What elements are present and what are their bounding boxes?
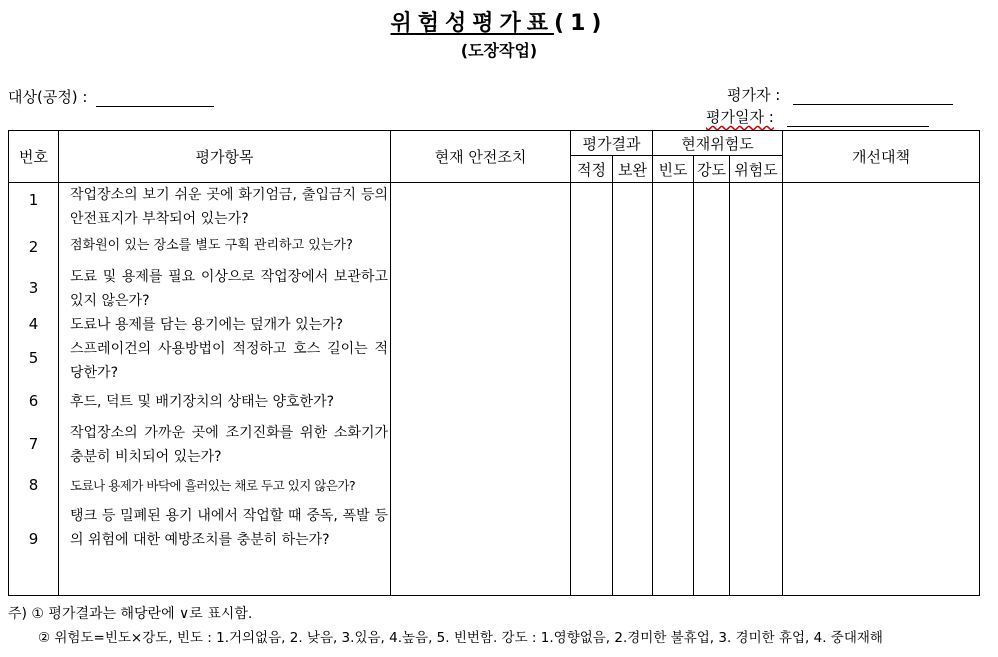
header-frequency: 빈도 <box>653 156 694 183</box>
proper-cell[interactable] <box>571 183 613 596</box>
title-text: 위험성평가표 <box>390 11 555 36</box>
item-number: 9 <box>28 530 39 548</box>
header-risk: 위험도 <box>730 156 783 183</box>
header-eval-result: 평가결과 <box>571 131 653 156</box>
risk-cell[interactable] <box>730 183 783 596</box>
header-improvement: 개선대책 <box>783 131 980 183</box>
header-current-safety: 현재 안전조치 <box>391 131 571 183</box>
title-suffix: (1) <box>554 11 608 36</box>
items-cell <box>9 183 391 596</box>
item-text: 작업장소의 보기 쉬운 곳에 화기엄금, 출입금지 등의 안전표지가 부착되어 있는가? <box>70 187 388 227</box>
target-field <box>8 86 214 107</box>
item-number: 4 <box>28 315 39 333</box>
eval-date-input-line[interactable] <box>787 112 929 127</box>
item-text: 도료 및 용제를 필요 이상으로 작업장에서 보관하고 있지 않은가? <box>70 269 388 309</box>
item-number: 3 <box>28 279 39 297</box>
footnotes <box>8 602 883 650</box>
eval-date-field <box>706 106 929 127</box>
target-input-line[interactable] <box>96 92 214 107</box>
item-number: 2 <box>28 238 39 256</box>
item-text: 점화원이 있는 장소를 별도 구획 관리하고 있는가? <box>70 238 353 253</box>
evaluator-input-line[interactable] <box>793 90 953 105</box>
note-1: 주) ① 평가결과는 해당란에 ∨로 표시함. <box>8 606 253 622</box>
item-text: 작업장소의 가까운 곳에 조기진화를 위한 소화기가 충분히 비치되어 있는가? <box>70 425 388 465</box>
evaluator-label: 평가자 : <box>727 86 781 104</box>
item-text: 탱크 등 밀폐된 용기 내에서 작업할 때 중독, 폭발 등의 위험에 대한 예방조치를 충분히 하는가? <box>70 508 388 548</box>
page-title <box>0 6 998 37</box>
item-number: 5 <box>28 349 39 367</box>
header-supplement: 보완 <box>613 156 653 183</box>
eval-date-label: 평가일자 : <box>706 108 774 126</box>
header-proper: 적정 <box>571 156 613 183</box>
item-text: 도료나 용제가 바닥에 흘러있는 채로 두고 있지 않은가? <box>70 478 356 493</box>
header-number: 번호 <box>9 131 59 183</box>
item-number: 1 <box>28 191 39 209</box>
header-severity: 강도 <box>694 156 730 183</box>
note-2: ② 위험도=빈도×강도, 빈도 : 1.거의없음, 2. 낮음, 3.있음, 4.높음, 5. 빈번함. 강도 : 1.영향없음, 2.경미한 불휴업, 3. 경미한 휴업, 4. 중대재해 <box>38 630 883 646</box>
item-text: 후드, 덕트 및 배기장치의 상태는 양호한가? <box>70 394 335 410</box>
improvement-cell[interactable] <box>783 183 980 596</box>
supplement-cell[interactable] <box>613 183 653 596</box>
frequency-cell[interactable] <box>653 183 694 596</box>
item-number: 6 <box>28 392 39 410</box>
header-item: 평가항목 <box>59 131 391 183</box>
item-text: 도료나 용제를 담는 용기에는 덮개가 있는가? <box>70 317 344 333</box>
header-current-risk: 현재위험도 <box>653 131 783 156</box>
column-divider <box>58 183 59 595</box>
target-label: 대상(공정) : <box>8 88 88 106</box>
current-safety-cell[interactable] <box>391 183 571 596</box>
item-text: 스프레이건의 사용방법이 적정하고 호스 길이는 적당한가? <box>70 341 388 381</box>
risk-assessment-table <box>8 130 980 596</box>
page-subtitle: (도장작업) <box>460 41 538 60</box>
item-number: 7 <box>28 435 39 453</box>
evaluator-field <box>727 84 953 105</box>
item-number: 8 <box>28 476 39 494</box>
severity-cell[interactable] <box>694 183 730 596</box>
